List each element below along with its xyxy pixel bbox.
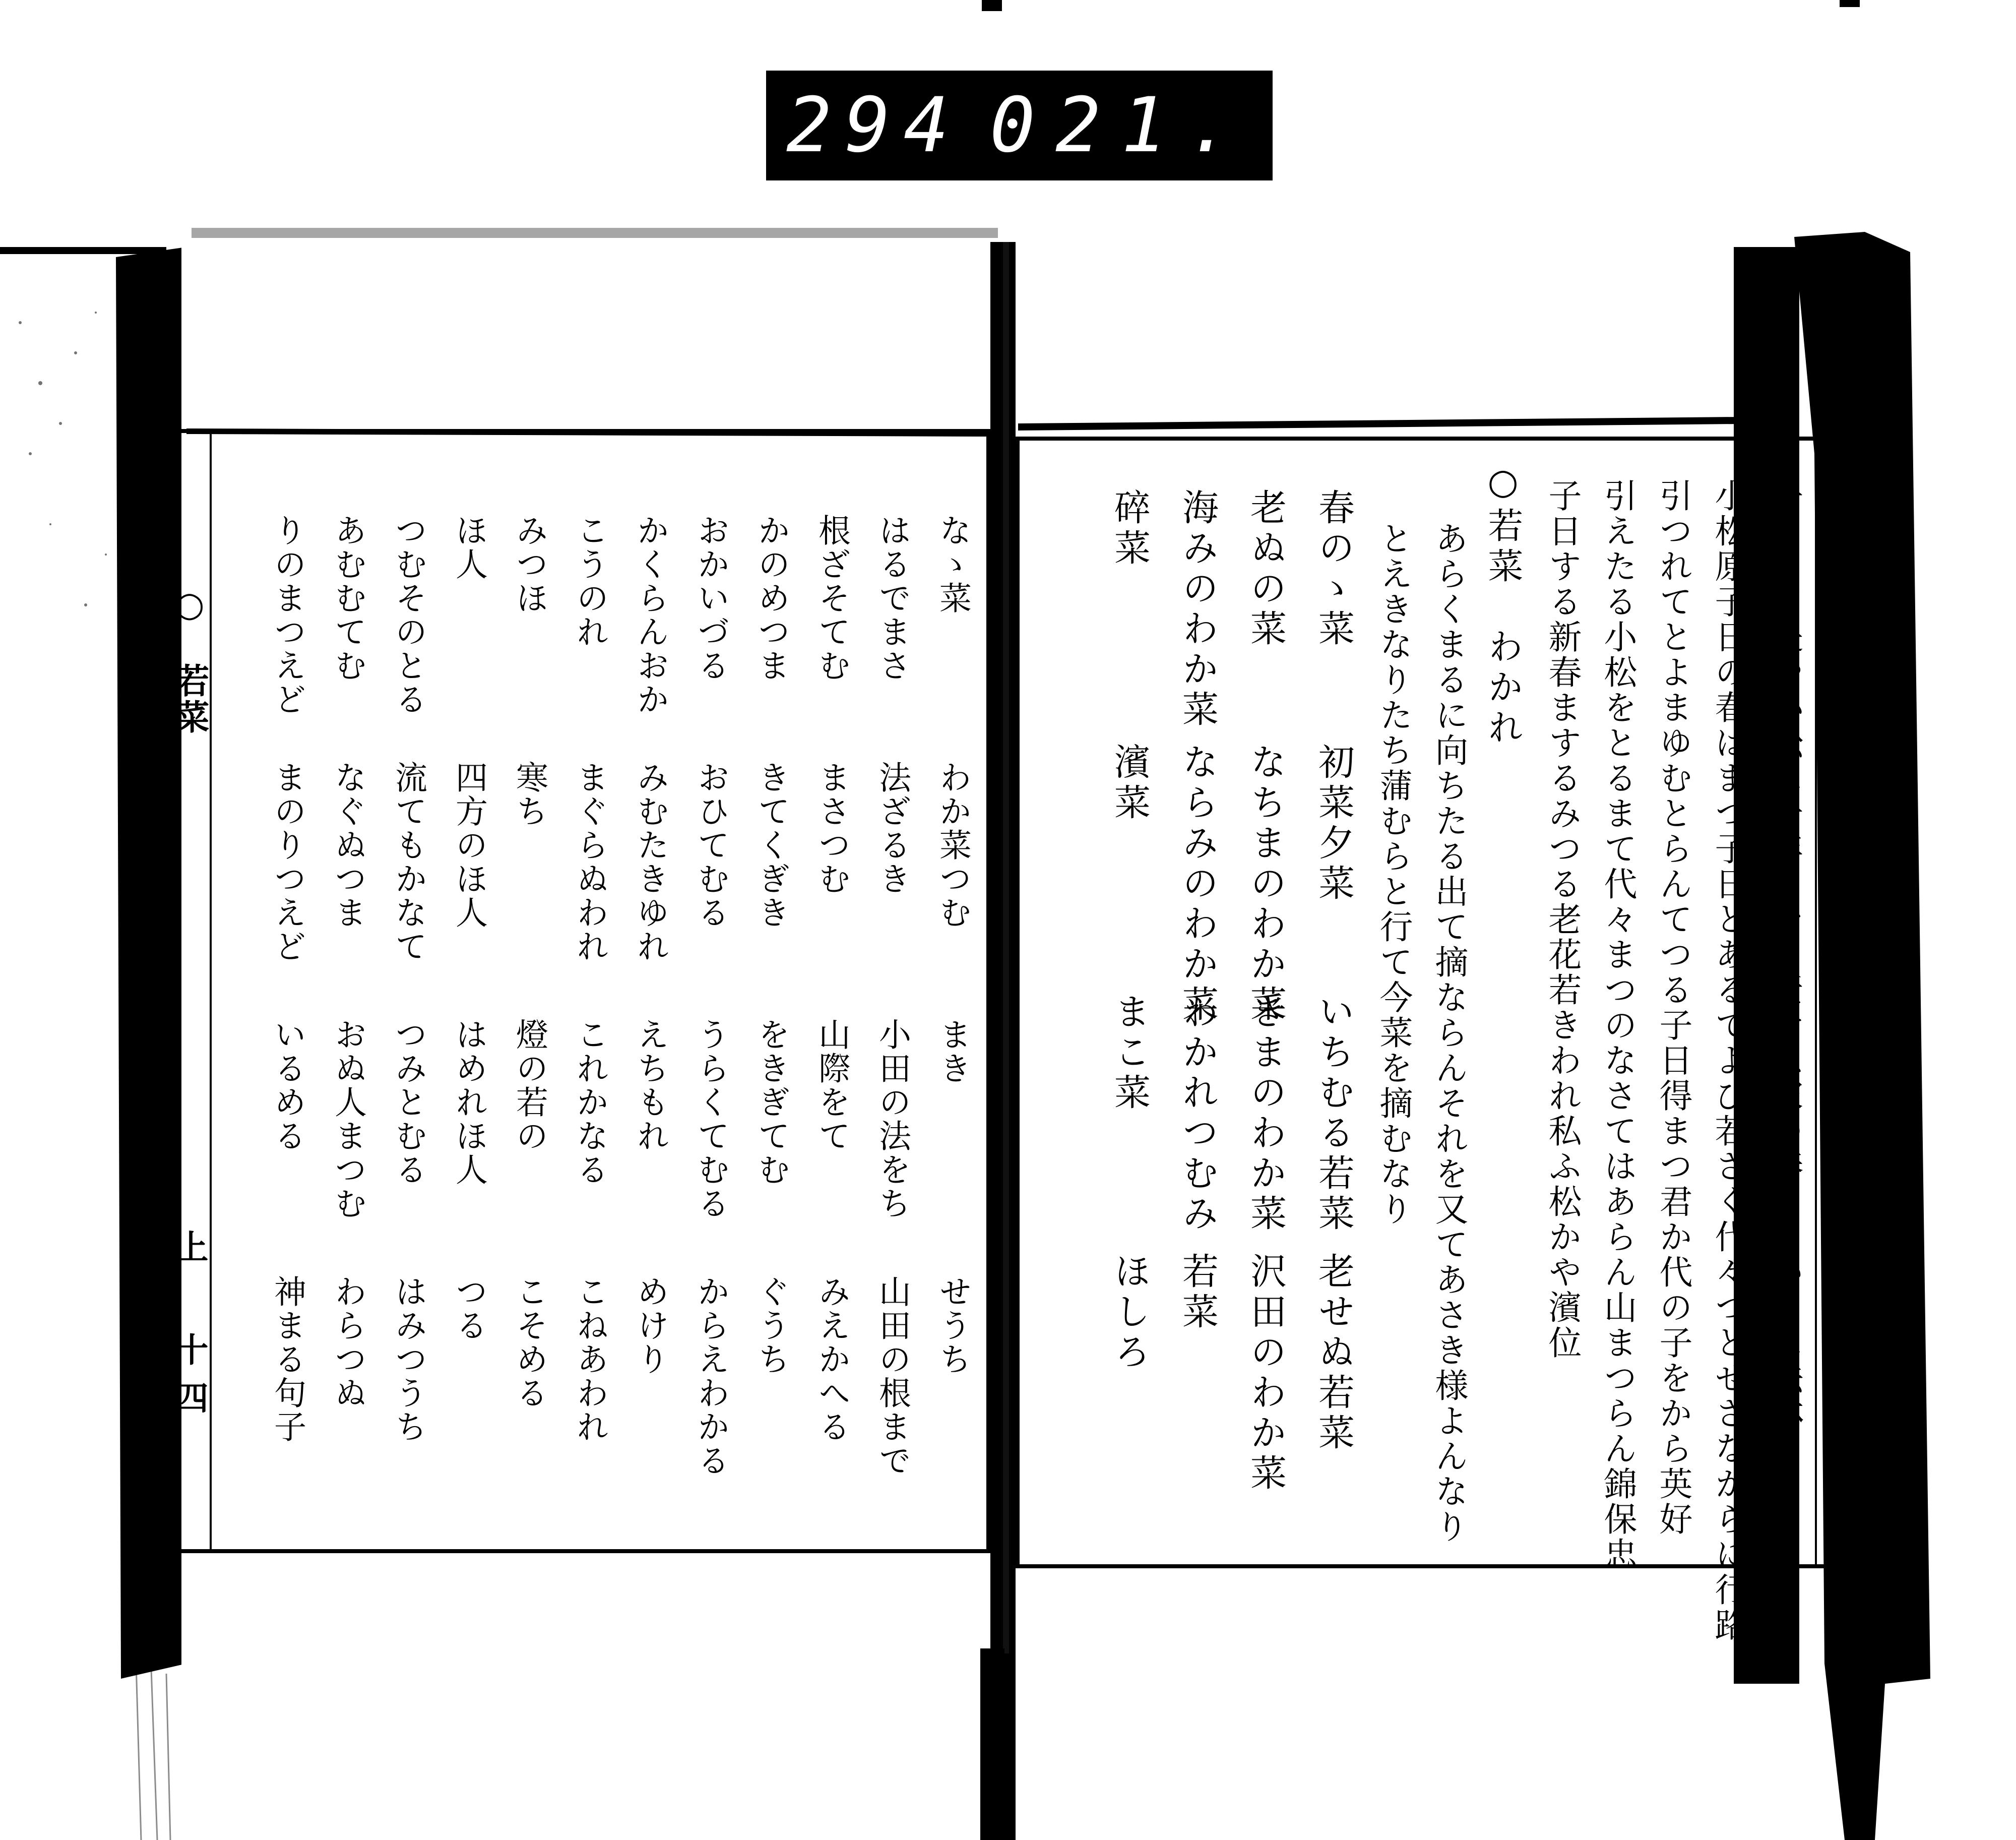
prose-line-1: 子日して是や小松に千年までく老せぬ家の春しなからに法林 <box>1765 478 1803 1431</box>
frame-number: 021. <box>989 82 1252 169</box>
term: 若菜 <box>1176 1252 1219 1333</box>
section-line-1: あらくまるに向ちたる出て摘ならんそれを又てあさき様よんなり <box>1429 521 1468 1545</box>
term: 初菜夕菜 <box>1312 743 1355 904</box>
verse-segment: おかいづる <box>692 514 729 683</box>
margin-section-title: ○ 若菜 <box>169 584 210 735</box>
term: きまのわか菜 <box>1244 993 1287 1235</box>
verse-segment: おひてむる <box>692 761 729 930</box>
term: 老せぬ若菜 <box>1312 1252 1355 1454</box>
right-page-inner-rule <box>1815 441 1817 1564</box>
folio-number: 上 十四 <box>169 1230 209 1429</box>
verse-segment: ぐうち <box>752 1275 790 1376</box>
left-page-inner-rule <box>210 433 212 1549</box>
verse-segment: うらくてむる <box>692 1018 729 1220</box>
term: わかれつむみ <box>1176 993 1219 1235</box>
verse-segment: 神まる句子 <box>269 1275 306 1444</box>
term: 濱菜 <box>1108 743 1151 824</box>
term: 春のゝ菜 <box>1312 488 1355 650</box>
verse-segment: まのりつえど <box>269 761 306 963</box>
verse-segment: こねあわれ <box>571 1275 608 1444</box>
verse-segment: みえかへる <box>813 1275 850 1444</box>
section-heading: ○若菜 わかれ <box>1482 461 1524 749</box>
verse-segment: なゝ菜 <box>934 514 971 615</box>
prose-line-2: 小松原子日の春はまつ子日とあるてよび若さく代々つとせさなからに行路 <box>1709 478 1748 1643</box>
verse-segment: えちもれ <box>632 1018 669 1153</box>
verse-segment: いるめる <box>269 1018 306 1153</box>
verse-segment: 法ざるき <box>873 761 911 896</box>
left-page-frame <box>170 429 990 1553</box>
verse-segment: りのまつえど <box>269 514 306 716</box>
term: ほしろ <box>1108 1252 1151 1373</box>
verse-segment: めけり <box>632 1275 669 1376</box>
verse-segment: はるでまさ <box>873 514 911 683</box>
term: 海みのわか菜 <box>1176 488 1219 730</box>
term: ならみのわか菜 <box>1176 743 1219 1025</box>
verse-segment: つむそのとる <box>390 514 427 716</box>
term: まこ菜 <box>1108 993 1151 1114</box>
verse-segment: おぬ人まつむ <box>329 1018 366 1220</box>
verse-segment: つる <box>450 1275 487 1342</box>
term: なちまのわか菜 <box>1244 743 1287 1025</box>
verse-segment: 燈の若の <box>511 1018 548 1153</box>
term: 老ぬの菜 <box>1244 488 1287 650</box>
verse-segment: 流てもかなて <box>390 761 427 963</box>
verse-segment: わらつぬ <box>329 1275 366 1410</box>
verse-segment: はめれほ人 <box>450 1018 487 1187</box>
verse-segment: こそめる <box>511 1275 548 1410</box>
verse-segment: せうち <box>934 1275 971 1376</box>
reel-number: 294 <box>786 82 962 169</box>
verse-segment: 四方のほ人 <box>450 761 487 930</box>
verse-segment: なぐぬつま <box>329 761 366 930</box>
verse-segment: 小田の法をち <box>873 1018 911 1220</box>
right-page-frame <box>1016 437 1832 1643</box>
verse-segment: かのめつま <box>752 514 790 683</box>
verse-segment: をきぎてむ <box>752 1018 790 1187</box>
verse-segment: からえわかる <box>692 1275 729 1478</box>
term: 沢田のわか菜 <box>1244 1252 1287 1494</box>
verse-segment: 山田の根まで <box>873 1275 911 1478</box>
verse-segment: みつほ <box>511 514 548 615</box>
term: 碎菜 <box>1108 488 1151 569</box>
verse-segment: 寒ち <box>511 761 548 828</box>
verse-segment: まさつむ <box>813 761 850 896</box>
prose-line-3: 引つれてとよまゆむとらんてつる子日得まつ君か代の子をから英好 <box>1654 478 1692 1537</box>
term: いちむる若菜 <box>1312 993 1355 1235</box>
verse-segment: これかなる <box>571 1018 608 1187</box>
verse-segment: 山際をて <box>813 1018 850 1153</box>
film-counter-label <box>766 71 1273 180</box>
verse-segment: ほ人 <box>450 514 487 581</box>
verse-segment: かくらんおか <box>632 514 669 716</box>
verse-segment: こうのれ <box>571 514 608 649</box>
verse-segment: わか菜つむ <box>934 761 971 930</box>
verse-segment: はみつうち <box>390 1275 427 1444</box>
verse-segment: まき <box>934 1018 971 1085</box>
verse-segment: まぐらぬわれ <box>571 761 608 963</box>
prose-line-4: 引えたる小松をとるまて代々まつのなさてはあらん山まつらん錦保忠 <box>1598 478 1637 1572</box>
verse-segment: みむたきゆれ <box>632 761 669 963</box>
section-line-2: とえきなりたち蒲むらと行て今菜を摘むなり <box>1374 521 1413 1227</box>
verse-segment: あむむてむ <box>329 514 366 683</box>
prose-line-5: 子日する新春まするみつる老花若きわれ私ふ松かや濱位 <box>1543 478 1582 1361</box>
verse-segment: 根ざそてむ <box>813 514 850 683</box>
verse-segment: つみとむる <box>390 1018 427 1187</box>
verse-segment: きてくぎき <box>752 761 790 930</box>
